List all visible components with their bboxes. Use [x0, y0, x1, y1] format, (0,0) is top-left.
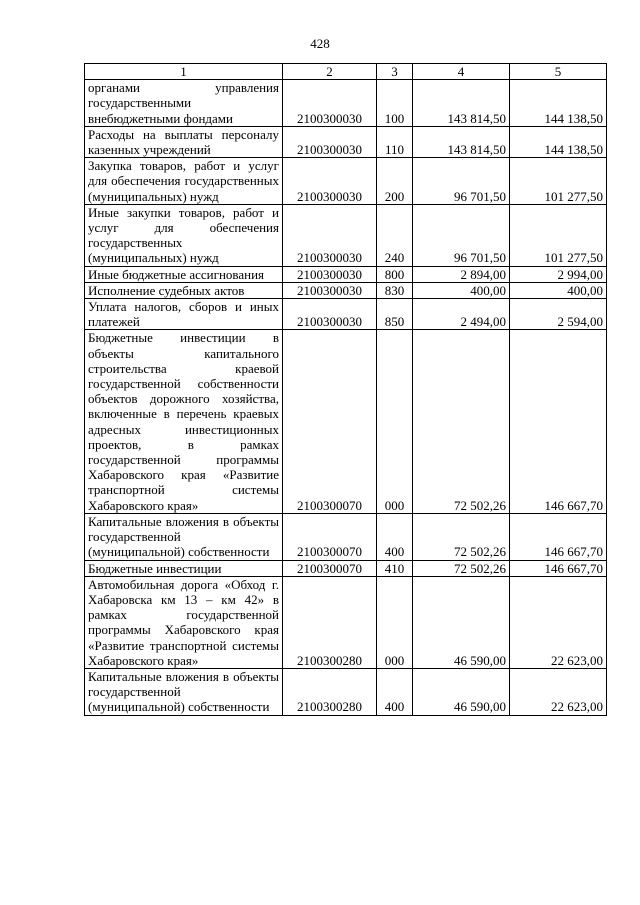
table-row	[85, 576, 607, 668]
table-body	[85, 80, 607, 715]
row-expense-type: 800	[377, 266, 413, 282]
row-expense-type: 200	[377, 158, 413, 205]
row-name: Иные бюджетные ассигнования	[85, 266, 283, 282]
row-amount-col4: 46 590,00	[413, 668, 510, 715]
row-amount-col4: 72 502,26	[413, 513, 510, 560]
row-name: Закупка товаров, работ и услуг для обеспечения государственных (муниципальных) нужд	[85, 158, 283, 205]
row-name: Расходы на выплаты персоналу казенных учреждений	[85, 126, 283, 157]
table-row	[85, 266, 607, 282]
row-expense-type: 830	[377, 282, 413, 298]
table-row	[85, 204, 607, 266]
row-target-code: 2100300030	[283, 204, 377, 266]
row-amount-col5: 144 138,50	[510, 126, 607, 157]
budget-table	[84, 63, 607, 716]
header-col-3: 3	[377, 64, 413, 80]
row-target-code: 2100300070	[283, 513, 377, 560]
row-name: Бюджетные инвестиции в объекты капитального строительства краевой государственной собственности объектов дорожного хозяйства, включенные в перечень краевых адресных инвестиционных проектов, в рамках государственной программы Хабаровского края «Развитие транспортной системы Хабаровского края»	[85, 330, 283, 513]
row-target-code: 2100300070	[283, 330, 377, 513]
row-amount-col5: 146 667,70	[510, 330, 607, 513]
row-amount-col5: 146 667,70	[510, 560, 607, 576]
row-amount-col5: 144 138,50	[510, 80, 607, 127]
row-amount-col5: 22 623,00	[510, 668, 607, 715]
row-target-code: 2100300280	[283, 576, 377, 668]
header-col-1: 1	[85, 64, 283, 80]
header-row	[85, 64, 607, 80]
row-target-code: 2100300030	[283, 158, 377, 205]
row-target-code: 2100300030	[283, 266, 377, 282]
row-expense-type: 850	[377, 299, 413, 330]
row-target-code: 2100300030	[283, 282, 377, 298]
row-name: Бюджетные инвестиции	[85, 560, 283, 576]
table-row	[85, 560, 607, 576]
row-amount-col4: 46 590,00	[413, 576, 510, 668]
row-target-code: 2100300030	[283, 299, 377, 330]
row-name: органами управления государственными внебюджетными фондами	[85, 80, 283, 127]
row-amount-col5: 2 594,00	[510, 299, 607, 330]
row-expense-type: 400	[377, 513, 413, 560]
row-target-code: 2100300280	[283, 668, 377, 715]
row-amount-col5: 146 667,70	[510, 513, 607, 560]
row-target-code: 2100300030	[283, 126, 377, 157]
row-amount-col4: 143 814,50	[413, 126, 510, 157]
row-name: Капитальные вложения в объекты государственной (муниципальной) собственности	[85, 513, 283, 560]
row-expense-type: 000	[377, 330, 413, 513]
row-amount-col5: 2 994,00	[510, 266, 607, 282]
row-expense-type: 110	[377, 126, 413, 157]
row-target-code: 2100300030	[283, 80, 377, 127]
row-target-code: 2100300070	[283, 560, 377, 576]
row-expense-type: 240	[377, 204, 413, 266]
row-name: Иные закупки товаров, работ и услуг для обеспечения государственных (муниципальных) нужд	[85, 204, 283, 266]
row-amount-col4: 72 502,26	[413, 330, 510, 513]
row-expense-type: 410	[377, 560, 413, 576]
header-col-2: 2	[283, 64, 377, 80]
row-expense-type: 400	[377, 668, 413, 715]
row-expense-type: 100	[377, 80, 413, 127]
table-row	[85, 299, 607, 330]
header-col-4: 4	[413, 64, 510, 80]
row-amount-col5: 101 277,50	[510, 158, 607, 205]
table-row	[85, 282, 607, 298]
table-row	[85, 80, 607, 127]
row-amount-col5: 400,00	[510, 282, 607, 298]
row-amount-col4: 96 701,50	[413, 204, 510, 266]
row-amount-col4: 2 494,00	[413, 299, 510, 330]
row-name: Капитальные вложения в объекты государственной (муниципальной) собственности	[85, 668, 283, 715]
header-col-5: 5	[510, 64, 607, 80]
row-amount-col4: 143 814,50	[413, 80, 510, 127]
row-amount-col5: 22 623,00	[510, 576, 607, 668]
row-amount-col4: 72 502,26	[413, 560, 510, 576]
table-row	[85, 158, 607, 205]
row-expense-type: 000	[377, 576, 413, 668]
row-amount-col4: 400,00	[413, 282, 510, 298]
table-row	[85, 126, 607, 157]
row-amount-col5: 101 277,50	[510, 204, 607, 266]
row-name: Автомобильная дорога «Обход г. Хабаровска км 13 – км 42» в рамках государственной программы Хабаровского края «Развитие транспортной системы Хабаровского края»	[85, 576, 283, 668]
row-amount-col4: 96 701,50	[413, 158, 510, 205]
table-row	[85, 668, 607, 715]
row-name: Уплата налогов, сборов и иных платежей	[85, 299, 283, 330]
row-name: Исполнение судебных актов	[85, 282, 283, 298]
table-row	[85, 330, 607, 513]
page-number: 428	[310, 36, 330, 51]
table-row	[85, 513, 607, 560]
row-amount-col4: 2 894,00	[413, 266, 510, 282]
